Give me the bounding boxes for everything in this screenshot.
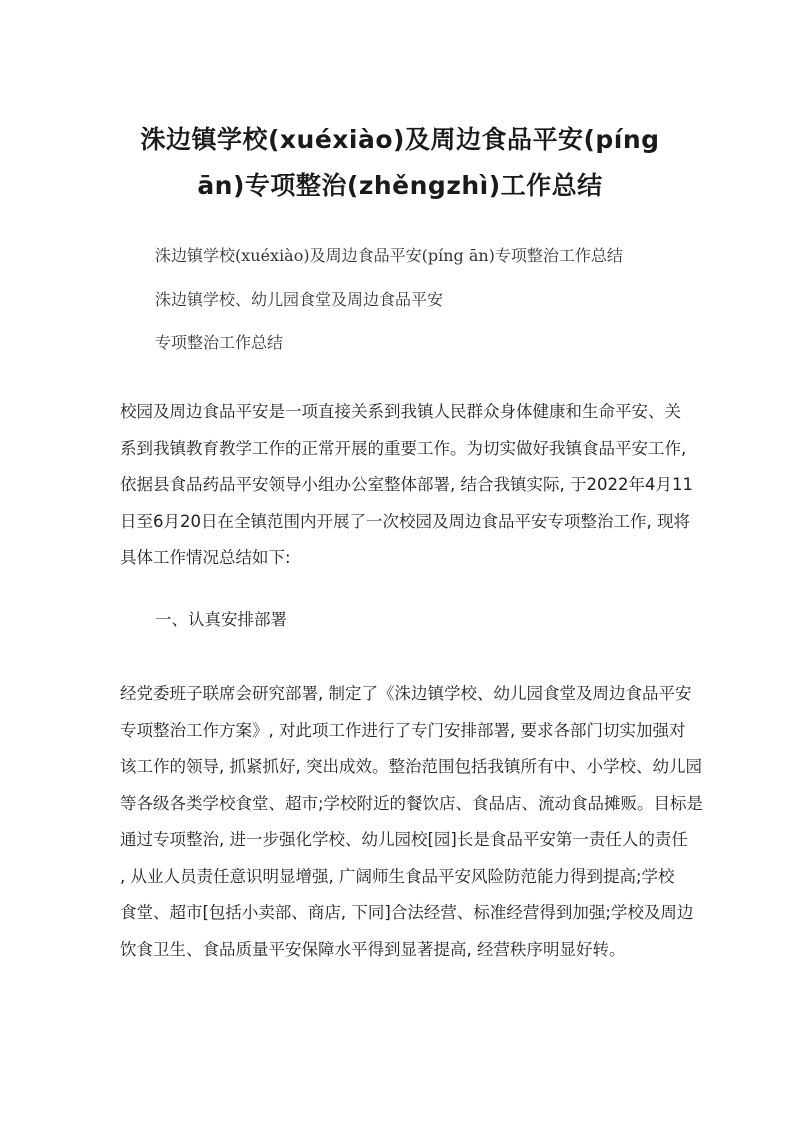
paragraph-line: 经党委班子联席会研究部署, 制定了《洙边镇学校、幼儿园食堂及周边食品平安 [120, 684, 692, 703]
section-heading: 一、认真安排部署 [155, 610, 287, 629]
paragraph-line: 校园及周边食品平安是一项直接关系到我镇人民群众身体健康和生命平安、关 [120, 402, 681, 421]
paragraph-intro [120, 394, 693, 577]
paragraph-deployment [120, 676, 704, 968]
paragraph-line: 专项整治工作方案》, 对此项工作进行了专门安排部署, 要求各部门切实加强对 [120, 720, 686, 740]
paragraph-line: 系到我镇教育教学工作的正常开展的重要工作。为切实做好我镇食品平安工作, [120, 438, 687, 458]
subtitle-line-2: 洙边镇学校、幼儿园食堂及周边食品平安 [155, 290, 444, 309]
paragraph-line: 等各级各类学校食堂、超市;学校附近的餐饮店、食品店、流动食品摊贩。目标是 [120, 793, 704, 813]
subtitle-line-3: 专项整治工作总结 [155, 333, 284, 352]
paragraph-line: 该工作的领导, 抓紧抓好, 突出成效。整治范围包括我镇所有中、小学校、幼儿园 [120, 757, 702, 776]
paragraph-line: 日至6月20日在全镇范围内开展了一次校园及周边食品平安专项整治工作, 现将 [120, 511, 690, 531]
paragraph-line: 具体工作情况总结如下: [120, 548, 291, 567]
subtitle-line-1: 洙边镇学校(xuéxiào)及周边食品平安(píng ān)专项整治工作总结 [155, 246, 623, 265]
document-title-line-2: ān)专项整治(zhěngzhì)工作总结 [197, 171, 603, 200]
paragraph-line: 饮食卫生、食品质量平安保障水平得到显著提高, 经营秩序明显好转。 [120, 939, 626, 959]
paragraph-line: , 从业人员责任意识明显增强, 广阔师生食品平安风险防范能力得到提高;学校 [120, 866, 675, 886]
paragraph-line: 依据县食品药品平安领导小组办公室整体部署, 结合我镇实际, 于2022年4月11 [120, 475, 693, 494]
paragraph-line: 食堂、超市[包括小卖部、商店, 下同]合法经营、标准经营得到加强;学校及周边 [120, 903, 694, 922]
paragraph-line: 通过专项整治, 进一步强化学校、幼儿园校[园]长是食品平安第一责任人的责任 [120, 830, 688, 849]
document-title-line-1: 洙边镇学校(xuéxiào)及周边食品平安(píng [140, 125, 660, 154]
